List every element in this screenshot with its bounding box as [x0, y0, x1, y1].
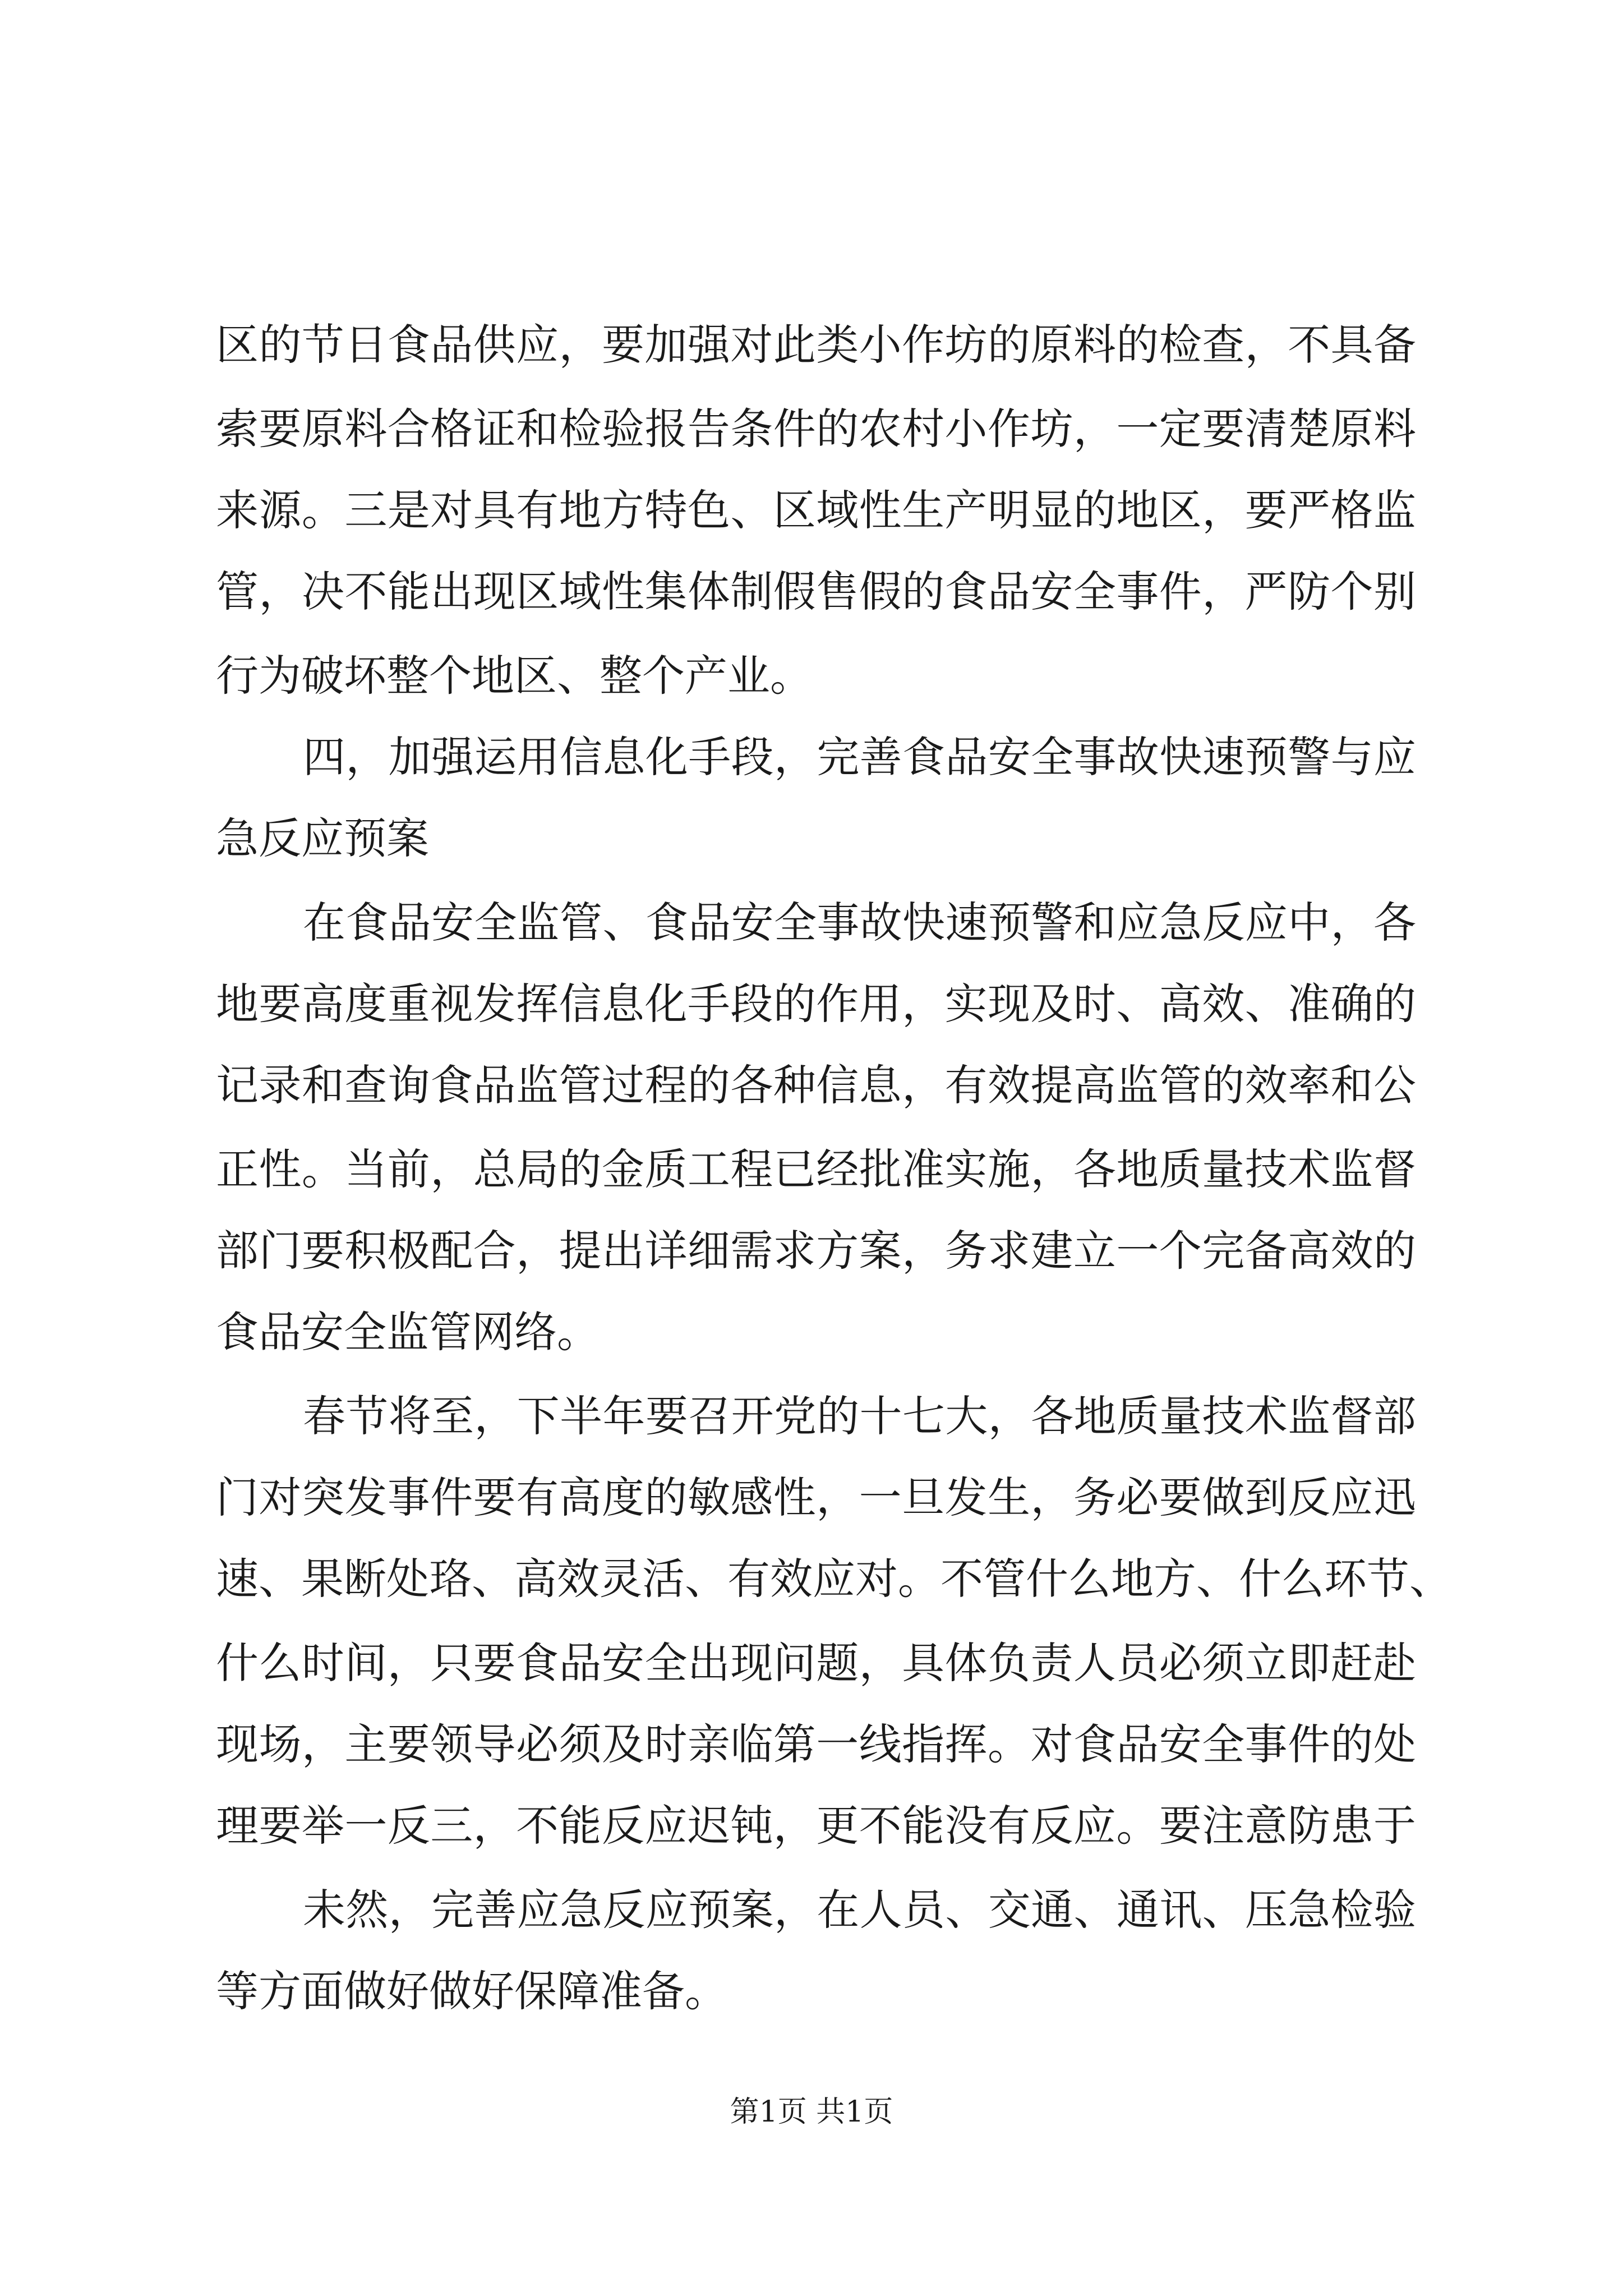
paragraph-line: 管，决不能出现区域性集体制假售假的食品安全事件，严防个别 — [216, 567, 1416, 616]
paragraph-line: 门对突发事件要有高度的敏感性，一旦发生，务必要做到反应迅 — [216, 1473, 1416, 1522]
paragraph-line: 索要原料合格证和检验报告条件的农村小作坊，一定要清楚原料 — [216, 404, 1416, 454]
paragraph-line: 未然，完善应急反应预案，在人员、交通、通讯、压急检验 — [303, 1885, 1416, 1935]
paragraph-line: 在食品安全监管、食品安全事故快速预警和应急反应中，各 — [303, 898, 1416, 947]
paragraph-line: 来源。三是对具有地方特色、区域性生产明显的地区，要严格监 — [216, 485, 1416, 535]
paragraph-line: 地要高度重视发挥信息化手段的作用，实现及时、高效、准确的 — [216, 979, 1416, 1029]
paragraph-line: 部门要积极配合，提出详细需求方案，务求建立一个完备高效的 — [216, 1226, 1416, 1276]
paragraph-line: 区的节日食品供应，要加强对此类小作坊的原料的检查，不具备 — [216, 320, 1416, 370]
paragraph-line: 食品安全监管网络。 — [216, 1307, 600, 1357]
page-footer: 第1页 共1页 — [730, 2095, 893, 2129]
section-heading-line: 四，加强运用信息化手段，完善食品安全事故快速预警与应 — [303, 732, 1416, 782]
paragraph-line: 记录和查询食品监管过程的各种信息，有效提高监管的效率和公 — [216, 1060, 1416, 1110]
paragraph-line: 等方面做好做好保障准备。 — [216, 1966, 727, 2016]
paragraph-line: 速、果断处珞、高效灵活、有效应对。不管什么地方、什么环节、 — [216, 1554, 1452, 1604]
paragraph-line: 正性。当前，总局的金质工程已经批准实施，各地质量技术监督 — [216, 1144, 1416, 1194]
section-heading-line: 急反应预案 — [216, 813, 429, 863]
paragraph-line: 行为破坏整个地区、整个产业。 — [216, 651, 813, 701]
paragraph-line: 现场，主要领导必须及时亲临第一线指挥。对食品安全事件的处 — [216, 1719, 1416, 1769]
paragraph-line: 什么时间，只要食品安全出现问题，具体负责人员必须立即赶赴 — [216, 1638, 1416, 1688]
paragraph-line: 理要举一反三，不能反应迟钝，更不能没有反应。要注意防患于 — [216, 1801, 1416, 1851]
paragraph-line: 春节将至，下半年要召开党的十七大，各地质量技术监督部 — [303, 1391, 1416, 1441]
